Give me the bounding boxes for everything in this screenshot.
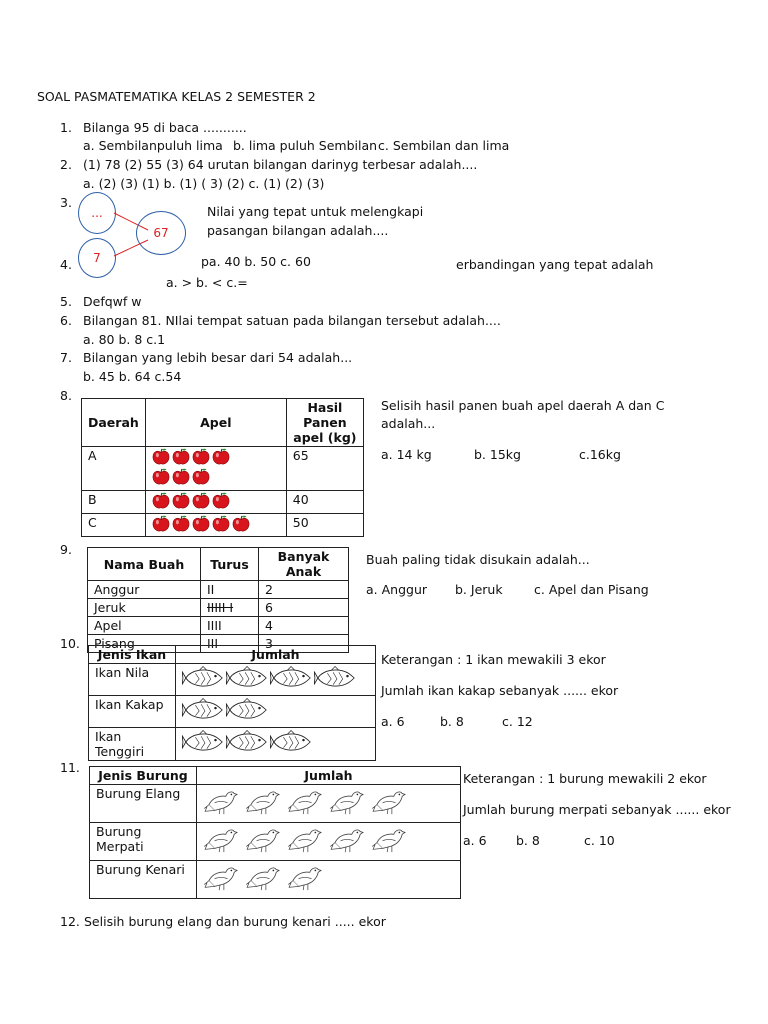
q9-header-banyak: Banyak Anak	[259, 548, 349, 581]
q8-row-a-apples	[145, 447, 286, 491]
q6-number: 6.	[60, 313, 72, 328]
q7-text: Bilangan yang lebih besar dari 54 adalah...	[83, 350, 353, 365]
q8-option-a: a. 14 kg	[381, 447, 432, 462]
q8-question-line1: Selisih hasil panen buah apel daerah A dan C	[381, 398, 665, 413]
q10-row-fish	[176, 696, 376, 728]
q8-row-b-apples	[145, 491, 286, 514]
q11-row-name: Burung Merpati	[90, 823, 197, 861]
q9-cell-turus: IIII	[201, 617, 259, 635]
q10-row-fish	[176, 664, 376, 696]
q3-number: 3.	[60, 195, 72, 210]
q3-circle-blank: ...	[78, 192, 116, 234]
q3-options: pa. 40 b. 50 c. 60	[201, 254, 311, 269]
bird-icon	[329, 786, 367, 816]
q11-row-name: Burung Elang	[90, 785, 197, 823]
q8-option-b: b. 15kg	[474, 447, 521, 462]
q4-text: erbandingan yang tepat adalah	[456, 257, 654, 272]
q9-cell-name: Pisang	[88, 635, 201, 653]
apple-icon	[232, 515, 250, 532]
apple-icon	[152, 492, 170, 509]
q8-header-daerah: Daerah	[82, 399, 146, 447]
q1-option-b: b. lima puluh Sembilan	[233, 138, 378, 153]
apple-icon	[192, 515, 210, 532]
q8-row-b-hasil: 40	[286, 491, 363, 514]
q2-options: a. (2) (3) (1) b. (1) ( 3) (2) c. (1) (2) (3)	[83, 176, 325, 191]
q10-row-name: Ikan Kakap	[89, 696, 176, 728]
q9-cell-count: 3	[259, 635, 349, 653]
q1-option-a: a. Sembilanpuluh lima	[83, 138, 223, 153]
q9-cell-name: Apel	[88, 617, 201, 635]
q8-number: 8.	[60, 388, 72, 403]
q8-question-line2: adalah...	[381, 416, 436, 431]
q11-row-birds	[197, 823, 461, 861]
q9-cell-count: 2	[259, 581, 349, 599]
q9-cell-count: 6	[259, 599, 349, 617]
q8-option-c: c.16kg	[579, 447, 621, 462]
q11-option-b: b. 8	[516, 833, 540, 848]
q8-row-c-apples	[145, 514, 286, 537]
q10-option-a: a. 6	[381, 714, 405, 729]
bird-icon	[371, 786, 409, 816]
q7-number: 7.	[60, 350, 72, 365]
fish-icon	[314, 665, 358, 691]
apple-icon	[212, 448, 230, 465]
q9-header-nama: Nama Buah	[88, 548, 201, 581]
q10-option-b: b. 8	[440, 714, 464, 729]
q11-header-jumlah: Jumlah	[197, 767, 461, 785]
q11-bird-table	[89, 766, 461, 899]
apple-icon	[152, 515, 170, 532]
q9-option-c: c. Apel dan Pisang	[534, 582, 649, 597]
q10-row-fish	[176, 728, 376, 761]
q10-note: Keterangan : 1 ikan mewakili 3 ekor	[381, 652, 606, 667]
bird-icon	[245, 786, 283, 816]
bird-icon	[203, 786, 241, 816]
apple-icon	[192, 468, 210, 485]
q5-number: 5.	[60, 294, 72, 309]
q3-circle-7: 7	[78, 238, 116, 278]
q2-number: 2.	[60, 157, 72, 172]
q1-option-c: c. Sembilan dan lima	[378, 138, 510, 153]
q9-cell-count: 4	[259, 617, 349, 635]
q11-option-a: a. 6	[463, 833, 487, 848]
q11-note: Keterangan : 1 burung mewakili 2 ekor	[463, 771, 707, 786]
q5-text: Defqwf w	[83, 294, 142, 309]
bird-icon	[371, 824, 409, 854]
q11-number: 11.	[60, 760, 80, 775]
q9-cell-turus: III	[201, 635, 259, 653]
q3-circle-67: 67	[136, 211, 186, 255]
q2-text: (1) 78 (2) 55 (3) 64 urutan bilangan darinyg terbesar adalah....	[83, 157, 478, 172]
q7-options: b. 45 b. 64 c.54	[83, 369, 182, 384]
q8-header-apel: Apel	[145, 399, 286, 447]
bird-icon	[287, 862, 325, 892]
apple-icon	[172, 468, 190, 485]
q4-number: 4.	[60, 257, 72, 272]
q9-header-turus: Turus	[201, 548, 259, 581]
q10-number: 10.	[60, 636, 80, 651]
bird-icon	[287, 824, 325, 854]
q1-number: 1.	[60, 120, 72, 135]
q6-text: Bilangan 81. NIlai tempat satuan pada bilangan tersebut adalah....	[83, 313, 501, 328]
fish-icon	[270, 729, 314, 755]
q10-fish-table	[88, 645, 376, 761]
fish-icon	[182, 729, 226, 755]
q10-option-c: c. 12	[502, 714, 533, 729]
bird-icon	[245, 824, 283, 854]
fish-icon	[226, 729, 270, 755]
apple-icon	[172, 448, 190, 465]
fish-icon	[226, 665, 270, 691]
q10-row-name: Ikan Nila	[89, 664, 176, 696]
q3-question-line2: pasangan bilangan adalah....	[207, 223, 389, 238]
apple-icon	[152, 448, 170, 465]
fish-icon	[270, 665, 314, 691]
bird-icon	[203, 862, 241, 892]
q11-row-birds	[197, 785, 461, 823]
apple-icon	[172, 515, 190, 532]
apple-icon	[172, 492, 190, 509]
apple-icon	[212, 492, 230, 509]
q10-header-jenis: Jenis Ikan	[89, 646, 176, 664]
q8-apple-table	[81, 398, 364, 537]
q6-options: a. 80 b. 8 c.1	[83, 332, 166, 347]
apple-icon	[192, 492, 210, 509]
q10-header-jumlah: Jumlah	[176, 646, 376, 664]
q9-cell-name: Jeruk	[88, 599, 201, 617]
q8-row-b-daerah: B	[82, 491, 146, 514]
fish-icon	[226, 697, 270, 723]
q3-question-line1: Nilai yang tepat untuk melengkapi	[207, 204, 424, 219]
q8-row-a-hasil: 65	[286, 447, 363, 491]
bird-icon	[203, 824, 241, 854]
fish-icon	[182, 697, 226, 723]
q1-text: Bilanga 95 di baca ...........	[83, 120, 247, 135]
q10-row-name: Ikan Tenggiri	[89, 728, 176, 761]
q8-row-c-daerah: C	[82, 514, 146, 537]
q12-text: Selisih burung elang dan burung kenari ..... ekor	[84, 914, 386, 929]
page-title: SOAL PASMATEMATIKA KELAS 2 SEMESTER 2	[37, 89, 316, 104]
q9-number: 9.	[60, 542, 72, 557]
bird-icon	[287, 786, 325, 816]
q9-tally-table	[87, 547, 349, 653]
q9-cell-name: Anggur	[88, 581, 201, 599]
q11-row-name: Burung Kenari	[90, 861, 197, 899]
q10-question: Jumlah ikan kakap sebanyak ...... ekor	[381, 683, 619, 698]
apple-icon	[212, 515, 230, 532]
q9-cell-turus: II	[201, 581, 259, 599]
q8-row-c-hasil: 50	[286, 514, 363, 537]
bird-icon	[245, 862, 283, 892]
apple-icon	[152, 468, 170, 485]
q12-number: 12.	[60, 914, 80, 929]
fish-icon	[182, 665, 226, 691]
q9-option-a: a. Anggur	[366, 582, 428, 597]
q11-header-jenis: Jenis Burung	[90, 767, 197, 785]
q9-cell-turus: IIIII I	[201, 599, 259, 617]
bird-icon	[329, 824, 367, 854]
q11-row-birds	[197, 861, 461, 899]
q9-question: Buah paling tidak disukain adalah...	[366, 552, 590, 567]
q11-question: Jumlah burung merpati sebanyak ...... ekor	[463, 802, 731, 817]
apple-icon	[192, 448, 210, 465]
q8-row-a-daerah: A	[82, 447, 146, 491]
q8-header-hasil: Hasil Panen apel (kg)	[286, 399, 363, 447]
q4-options: a. > b. < c.=	[166, 275, 248, 290]
q9-option-b: b. Jeruk	[455, 582, 503, 597]
q11-option-c: c. 10	[584, 833, 615, 848]
